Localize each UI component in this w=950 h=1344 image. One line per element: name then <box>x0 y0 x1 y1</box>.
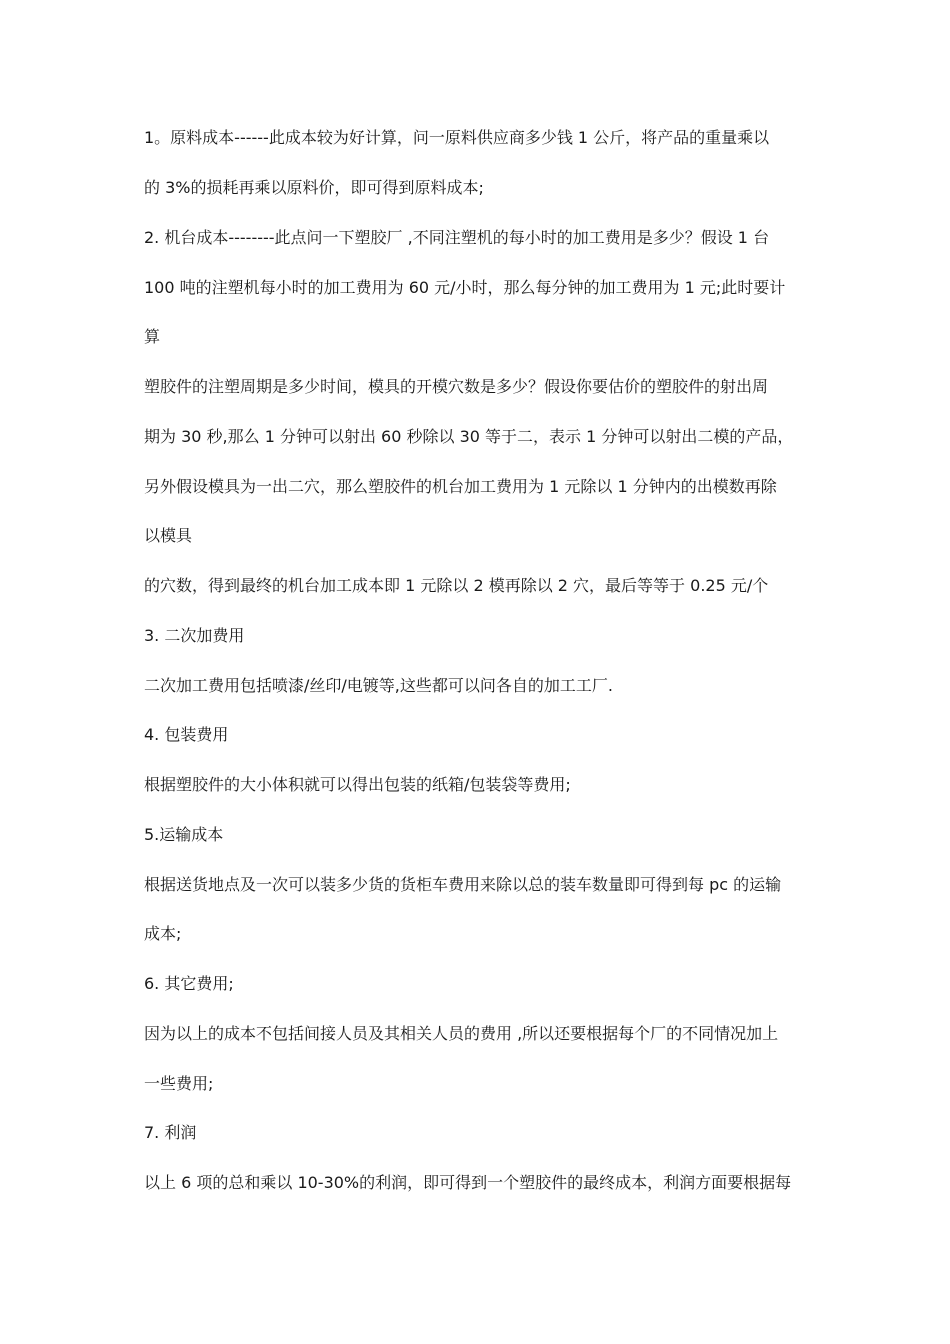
text-line: 另外假设模具为一出二穴，那么塑胶件的机台加工费用为 1 元除以 1 分钟内的出模数再除 <box>144 477 777 496</box>
text-line: 以模具 <box>144 526 193 545</box>
text-line: 根据送货地点及一次可以装多少货的货柜车费用来除以总的装车数量即可得到每 pc 的运输 <box>144 875 782 894</box>
section-heading: 5.运输成本 <box>144 825 224 844</box>
text-line: 2. 机台成本--------此点问一下塑胶厂 ,不同注塑机的每小时的加工费用是多少？假设 1 台 <box>144 228 770 247</box>
section-heading: 6. 其它费用; <box>144 974 234 993</box>
text-line: 二次加工费用包括喷漆/丝印/电镀等,这些都可以问各自的加工工厂. <box>144 676 613 695</box>
text-line: 成本; <box>144 924 182 943</box>
text-line: 塑胶件的注塑周期是多少时间，模具的开模穴数是多少？假设你要估价的塑胶件的射出周 <box>144 377 769 396</box>
text-line: 1。原料成本------此成本较为好计算，问一原料供应商多少钱 1 公斤，将产品的重量乘以 <box>144 128 770 147</box>
section-heading: 4. 包装费用 <box>144 725 229 744</box>
text-line: 算 <box>144 327 161 346</box>
text-line: 以上 6 项的总和乘以 10-30%的利润，即可得到一个塑胶件的最终成本，利润方面要根据每 <box>144 1173 792 1192</box>
text-line: 的 3%的损耗再乘以原料价，即可得到原料成本; <box>144 178 484 197</box>
text-line: 的穴数，得到最终的机台加工成本即 1 元除以 2 模再除以 2 穴，最后等等于 0.25 元/个 <box>144 576 769 595</box>
section-heading: 3. 二次加费用 <box>144 626 245 645</box>
text-line: 期为 30 秒,那么 1 分钟可以射出 60 秒除以 30 等于二，表示 1 分钟可以射出二模的产品， <box>144 427 794 446</box>
text-line: 因为以上的成本不包括间接人员及其相关人员的费用 ,所以还要根据每个厂的不同情况加上 <box>144 1024 779 1043</box>
text-line: 100 吨的注塑机每小时的加工费用为 60 元/小时，那么每分钟的加工费用为 1 元;此时要计 <box>144 278 786 297</box>
section-heading: 7. 利润 <box>144 1123 197 1142</box>
text-line: 根据塑胶件的大小体积就可以得出包装的纸箱/包装袋等费用; <box>144 775 571 794</box>
text-line: 一些费用; <box>144 1074 214 1093</box>
